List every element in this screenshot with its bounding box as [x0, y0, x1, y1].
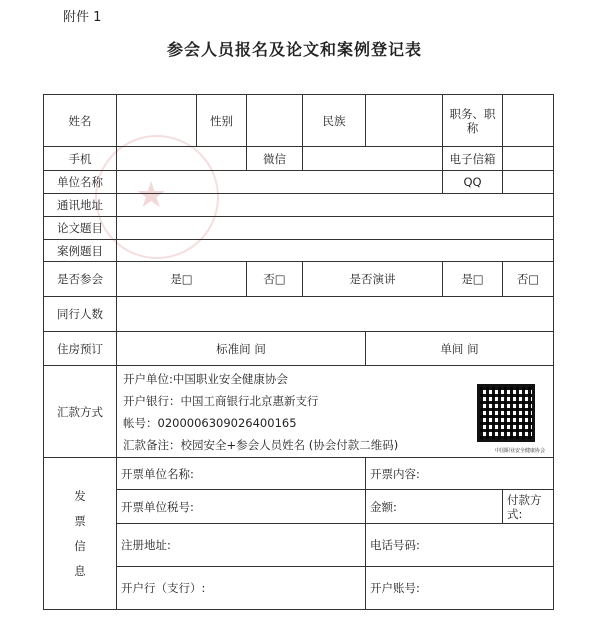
bank-account: 帐号：0200006309026400165 [123, 415, 297, 430]
attend-no-option[interactable]: 否□ [247, 262, 303, 297]
form-title: 参会人员报名及论文和案例登记表 [166, 40, 422, 59]
invoice-content-field[interactable]: 开票内容: [366, 458, 554, 490]
companions-value[interactable] [117, 297, 554, 332]
gender-label: 性别 [197, 95, 247, 147]
attend-label: 是否参会 [44, 262, 117, 297]
bank-info-cell [117, 366, 554, 458]
email-label: 电子信箱 [443, 147, 503, 171]
speech-no-option[interactable]: 否□ [503, 262, 554, 297]
invoice-char-2: 票 [74, 513, 86, 528]
bank-note: 汇款备注：校园安全+参会人员姓名 (协会付款二维码) [123, 437, 399, 452]
invoice-tax-no-field[interactable]: 开票单位税号: [117, 490, 366, 524]
row-address [44, 194, 554, 217]
bank-name: 开户银行：中国工商银行北京惠新支行 [123, 393, 319, 408]
row-case [44, 240, 554, 262]
paper-title-value[interactable] [117, 217, 554, 240]
ethnicity-label: 民族 [303, 95, 366, 147]
qr-caption: 中国职业安全健康协会 [494, 448, 545, 454]
case-title-label: 案例题目 [44, 240, 117, 262]
single-room-option[interactable]: 单间 间 [366, 332, 554, 366]
qq-value[interactable] [503, 171, 554, 194]
position-label: 职务、职称 [443, 95, 503, 147]
wechat-label: 微信 [247, 147, 303, 171]
invoice-unit-name-field[interactable]: 开票单位名称: [117, 458, 366, 490]
name-value[interactable] [117, 95, 197, 147]
registration-form [43, 94, 554, 610]
room-label: 住房预订 [44, 332, 117, 366]
unit-name-label: 单位名称 [44, 171, 117, 194]
bank-payee: 开户单位:中国职业安全健康协会 [123, 371, 288, 386]
invoice-bank-branch-field[interactable]: 开户行（支行）: [117, 567, 366, 610]
row-invoice-4 [44, 567, 554, 610]
invoice-char-4: 息 [74, 563, 86, 578]
remit-label: 汇款方式 [44, 366, 117, 458]
unit-name-value[interactable] [117, 171, 443, 194]
row-invoice-3 [44, 524, 554, 567]
invoice-reg-address-field[interactable]: 注册地址: [117, 524, 366, 567]
row-attend [44, 262, 554, 297]
payment-qr-code-icon [477, 384, 535, 442]
phone-label: 手机 [44, 147, 117, 171]
ethnicity-value[interactable] [366, 95, 443, 147]
invoice-amount-field[interactable]: 金额: [366, 490, 503, 524]
wechat-value[interactable] [303, 147, 443, 171]
row-room [44, 332, 554, 366]
standard-room-option[interactable]: 标准间 间 [117, 332, 366, 366]
invoice-tel-field[interactable]: 电话号码: [366, 524, 554, 567]
row-remit [44, 366, 554, 458]
position-value[interactable] [503, 95, 554, 147]
paper-title-label: 论文题目 [44, 217, 117, 240]
address-value[interactable] [117, 194, 554, 217]
speech-label: 是否演讲 [303, 262, 443, 297]
address-label: 通讯地址 [44, 194, 117, 217]
row-phone [44, 147, 554, 171]
companions-label: 同行人数 [44, 297, 117, 332]
row-paper [44, 217, 554, 240]
seal-star-icon: ★ [135, 175, 168, 216]
invoice-account-field[interactable]: 开户账号: [366, 567, 554, 610]
row-name [44, 95, 554, 147]
invoice-char-1: 发 [74, 488, 86, 503]
invoice-char-3: 信 [74, 538, 86, 553]
case-title-value[interactable] [117, 240, 554, 262]
name-label: 姓名 [44, 95, 117, 147]
row-invoice-2 [44, 490, 554, 524]
attend-yes-option[interactable]: 是□ [117, 262, 247, 297]
qq-label: QQ [443, 171, 503, 194]
invoice-pay-method-field[interactable]: 付款方式: [503, 490, 554, 524]
phone-value[interactable] [117, 147, 247, 171]
row-companions [44, 297, 554, 332]
row-unit [44, 171, 554, 194]
invoice-info-label [44, 458, 117, 610]
annex-label: 附件 1 [63, 10, 102, 25]
speech-yes-option[interactable]: 是□ [443, 262, 503, 297]
row-invoice-1 [44, 458, 554, 490]
email-value[interactable] [503, 147, 554, 171]
gender-value[interactable] [247, 95, 303, 147]
